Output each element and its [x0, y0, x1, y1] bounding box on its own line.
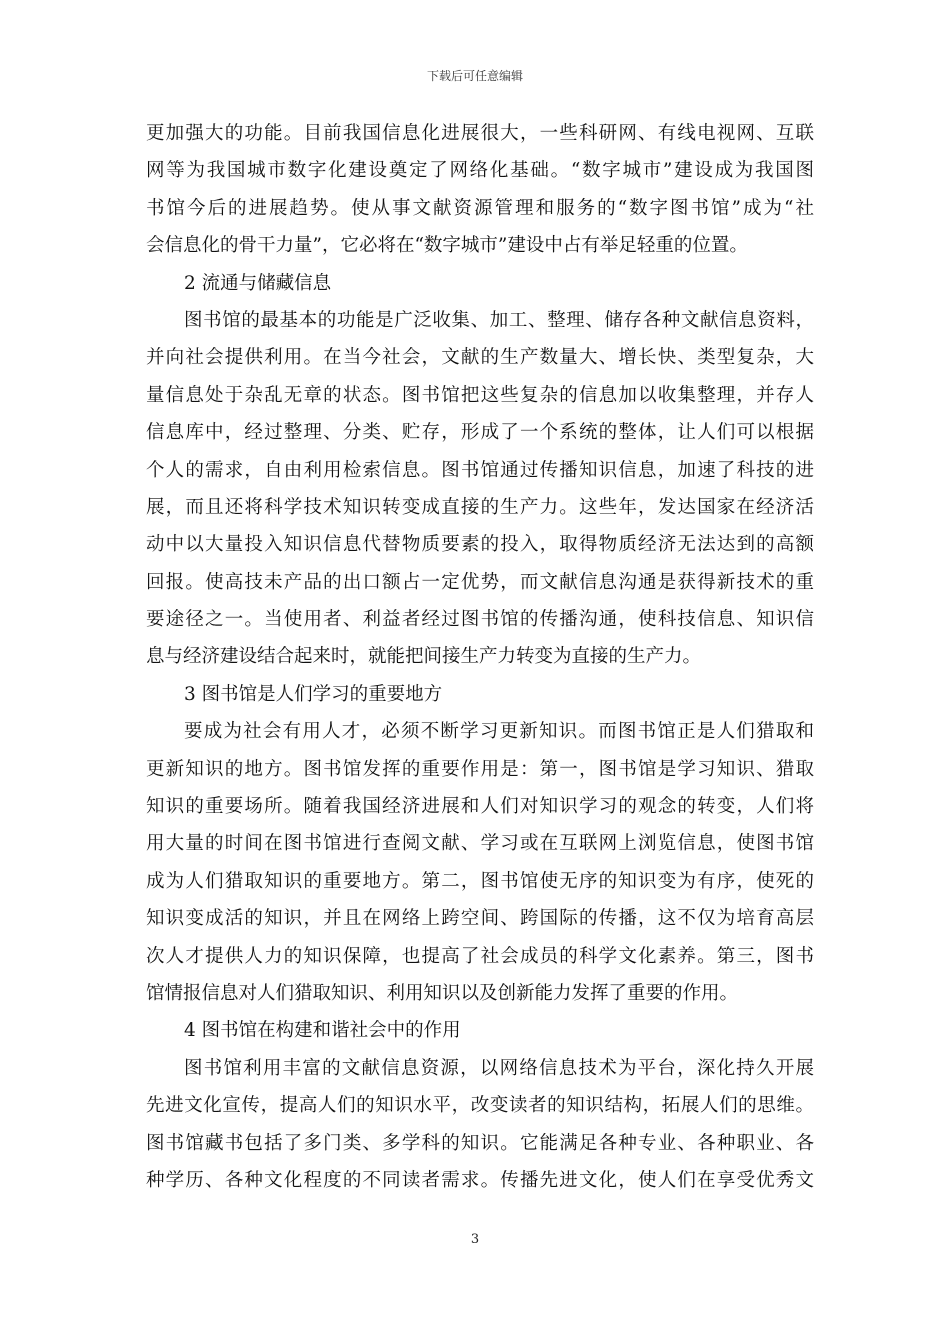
- text-line: 用大量的时间在图书馆进行查阅文献、学习或在互联网上浏览信息，使图书馆: [146, 833, 814, 855]
- page-header: 下载后可任意编辑: [426, 69, 523, 83]
- text-line: 个人的需求，自由利用检索信息。图书馆通过传播知识信息，加速了科技的进: [146, 459, 814, 481]
- section-heading: 2 流通与储藏信息: [184, 272, 332, 294]
- document-body: [146, 115, 814, 1199]
- text-line: 种学历、各种文化程度的不同读者需求。传播先进文化，使人们在享受优秀文: [146, 1169, 814, 1191]
- text-line: 动中以大量投入知识信息代替物质要素的投入，取得物质经济无法达到的高额: [146, 534, 814, 556]
- text-line: 网等为我国城市数字化建设奠定了网络化基础。“数字城市”建设成为我国图: [146, 160, 814, 182]
- section-heading: 3 图书馆是人们学习的重要地方: [184, 683, 443, 705]
- text-line: 会信息化的骨干力量”，它必将在“数字城市”建设中占有举足轻重的位置。: [146, 235, 748, 257]
- text-line: 要成为社会有用人才，必须不断学习更新知识。而图书馆正是人们猎取和: [184, 721, 814, 743]
- text-line: 书馆今后的进展趋势。使从事文献资源管理和服务的“数字图书馆”成为“社: [146, 197, 814, 219]
- page-number: 3: [470, 1232, 480, 1247]
- text-line: 息与经济建设结合起来时，就能把间接生产力转变为直接的生产力。: [146, 646, 702, 668]
- text-line: 并向社会提供利用。在当今社会，文献的生产数量大、增长快、类型复杂，大: [146, 347, 814, 369]
- text-line: 回报。使高技未产品的出口额占一定优势，而文献信息沟通是获得新技术的重: [146, 571, 814, 593]
- text-line: 知识的重要场所。随着我国经济进展和人们对知识学习的观念的转变，人们将: [146, 796, 814, 818]
- text-line: 更加强大的功能。目前我国信息化进展很大，一些科研网、有线电视网、互联: [146, 123, 814, 144]
- text-line: 成为人们猎取知识的重要地方。第二，图书馆使无序的知识变为有序，使死的: [146, 870, 814, 892]
- text-line: 先进文化宣传，提高人们的知识水平，改变读者的知识结构，拓展人们的思维。: [146, 1095, 814, 1117]
- text-line: 量信息处于杂乱无章的状态。图书馆把这些复杂的信息加以收集整理，并存人: [146, 384, 814, 406]
- text-line: 图书馆藏书包括了多门类、多学科的知识。它能满足各种专业、各种职业、各: [146, 1132, 814, 1154]
- text-line: 要途径之一。当使用者、利益者经过图书馆的传播沟通，使科技信息、知识信: [146, 609, 814, 631]
- text-line: 展，而且还将科学技术知识转变成直接的生产力。这些年，发达国家在经济活: [146, 496, 814, 518]
- text-line: 知识变成活的知识，并且在网络上跨空间、跨国际的传播，这不仅为培育高层: [146, 908, 814, 930]
- text-line: 图书馆的最基本的功能是广泛收集、加工、整理、储存各种文献信息资料，: [184, 309, 814, 331]
- section-heading: 4 图书馆在构建和谐社会中的作用: [184, 1020, 461, 1042]
- text-line: 图书馆利用丰富的文献信息资源，以网络信息技术为平台，深化持久开展: [184, 1057, 814, 1079]
- text-line: 更新知识的地方。图书馆发挥的重要作用是：第一，图书馆是学习知识、猎取: [146, 758, 814, 780]
- text-line: 信息库中，经过整理、分类、贮存，形成了一个系统的整体，让人们可以根据: [146, 422, 814, 444]
- text-line: 馆情报信息对人们猎取知识、利用知识以及创新能力发挥了重要的作用。: [146, 982, 739, 1004]
- text-line: 次人才提供人力的知识保障，也提高了社会成员的科学文化素养。第三，图书: [146, 945, 814, 967]
